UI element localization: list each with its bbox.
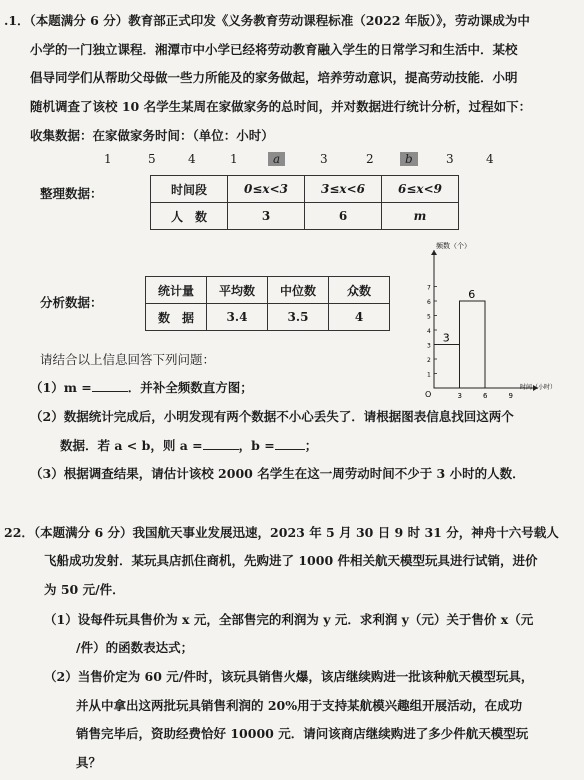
origin-label: O <box>425 390 432 399</box>
histogram-svg <box>420 240 580 400</box>
y-tick-label: 2 <box>427 357 431 364</box>
table-cell: 时间段 <box>151 176 228 203</box>
table-row <box>151 176 459 203</box>
table-cell: 平均数 <box>207 277 268 304</box>
q22-sub-1-line-1: （1）设每件玩具售价为 x 元，全部售完的利润为 y 元．求利润 y（元）关于售价 x（元 <box>44 612 534 627</box>
data-value: 5 <box>148 152 156 166</box>
y-tick-label: 4 <box>427 328 431 335</box>
q21-stem-line-3: 倡导同学们从帮助父母做一些力所能及的家务做起，培养劳动意识，提高劳动技能．小明 <box>30 70 518 85</box>
data-value: 4 <box>486 152 494 166</box>
q22-sub-2-line-4: 具？ <box>76 755 102 770</box>
frequency-histogram <box>420 240 580 404</box>
data-value: 2 <box>366 152 374 166</box>
sub-question-1 <box>30 378 253 396</box>
y-tick-label: 1 <box>427 371 431 379</box>
sub2-text-b: ，b = <box>238 438 275 453</box>
organize-label: 整理数据： <box>40 186 103 201</box>
y-tick-label: 3 <box>427 342 431 350</box>
q21-stem-line-2: 小学的一门独立课程．湘潭市中小学已经将劳动教育融入学生的日常学习和生活中．某校 <box>30 42 518 57</box>
table-cell: 人 数 <box>151 203 228 230</box>
sub2-text-c: ； <box>304 438 318 453</box>
q22-sub-2-line-1: （2）当售价定为 60 元/件时，该玩具销售火爆，该店继续购进一批该种航天模型玩具， <box>44 669 534 684</box>
q21-stem-line-4: 随机调查了该校 10 名学生某周在家做家务的总时间，并对数据进行统计分析，过程如下： <box>30 99 532 114</box>
x-tick-label: 6 <box>483 392 488 400</box>
table-cell: 0≤x<3 <box>228 176 305 203</box>
table-row <box>151 203 459 230</box>
answer-blank-m[interactable] <box>92 379 128 392</box>
table-cell: 众数 <box>329 277 390 304</box>
data-value: 1 <box>104 152 112 166</box>
x-tick-label: 3 <box>457 392 462 400</box>
histogram-bar <box>460 301 486 388</box>
y-tick-label: 6 <box>427 299 431 306</box>
table-cell: 4 <box>329 304 390 331</box>
collected-data-row <box>100 152 500 170</box>
data-value: 4 <box>188 152 196 166</box>
q21-stem-line-1: .1．（本题满分 6 分）教育部正式印发《义务教育劳动课程标准（2022 年版）》，劳动课成为中 <box>4 13 530 28</box>
data-value: 3 <box>446 152 454 166</box>
table-cell: 中位数 <box>268 277 329 304</box>
table-cell: 统计量 <box>146 277 207 304</box>
q22-sub-2-line-2: 并从中拿出这两批玩具销售利润的 20%用于支持某航模兴趣组开展活动，在成功 <box>76 698 523 713</box>
organize-table <box>150 175 459 230</box>
sub1-text-a: （1）m = <box>30 380 92 395</box>
sub-question-3: （3）根据调查结果，请估计该校 2000 名学生在这一周劳动时间不少于 3 小时的人数． <box>30 466 525 481</box>
q22-stem-line-2: 飞船成功发射．某玩具店抓住商机，先购进了 1000 件相关航天模型玩具进行试销，进价 <box>44 553 538 568</box>
analyze-label: 分析数据： <box>40 295 103 310</box>
analyze-table <box>145 276 390 331</box>
data-value: 1 <box>230 152 238 166</box>
table-row <box>146 277 390 304</box>
q21-collect-label: 收集数据：在家做家务时间：（单位：小时） <box>30 128 274 143</box>
table-cell: 6 <box>305 203 382 230</box>
table-cell: 3≤x<6 <box>305 176 382 203</box>
sub-question-2-line-1: （2）数据统计完成后，小明发现有两个数据不小心丢失了．请根据图表信息找回这两个 <box>30 409 514 424</box>
y-tick-label: 7 <box>427 284 431 292</box>
x-axis-label: 时间（小时） <box>520 384 557 391</box>
table-row <box>146 304 390 331</box>
table-cell: m <box>382 203 459 230</box>
y-axis-label: 频数（个） <box>436 242 471 250</box>
table-cell: 6≤x<9 <box>382 176 459 203</box>
y-axis-arrow <box>431 250 437 255</box>
prompt-text: 请结合以上信息回答下列问题： <box>40 352 216 367</box>
histogram-bar <box>434 345 460 389</box>
data-value: 3 <box>320 152 328 166</box>
data-value-a: a <box>268 152 285 166</box>
bar-value-label: 6 <box>468 288 476 301</box>
bar-value-label: 3 <box>442 331 450 345</box>
y-tick-label: 5 <box>427 313 431 321</box>
data-value-b: b <box>400 152 418 166</box>
table-cell: 3.4 <box>207 304 268 331</box>
q22-sub-1-line-2: /件）的函数表达式； <box>76 640 194 655</box>
sub2-text-a: 数据．若 a < b，则 a = <box>60 438 203 453</box>
table-cell: 数 据 <box>146 304 207 331</box>
q22-stem-line-1: 22．（本题满分 6 分）我国航天事业发展迅速，2023 年 5 月 30 日 9 时 31 分，神舟十六号载人 <box>4 525 559 540</box>
x-tick-label: 9 <box>508 392 513 400</box>
answer-blank-b[interactable] <box>275 437 305 450</box>
q22-sub-2-line-3: 销售完毕后，资助经费恰好 10000 元．请问该商店继续购进了多少件航天模型玩 <box>76 726 529 741</box>
answer-blank-a[interactable] <box>203 437 239 450</box>
table-cell: 3.5 <box>268 304 329 331</box>
sub1-text-b: ．并补全频数直方图； <box>127 380 253 395</box>
q22-stem-line-3: 为 50 元/件． <box>44 582 125 597</box>
sub-question-2-line-2 <box>60 436 317 454</box>
table-cell: 3 <box>228 203 305 230</box>
